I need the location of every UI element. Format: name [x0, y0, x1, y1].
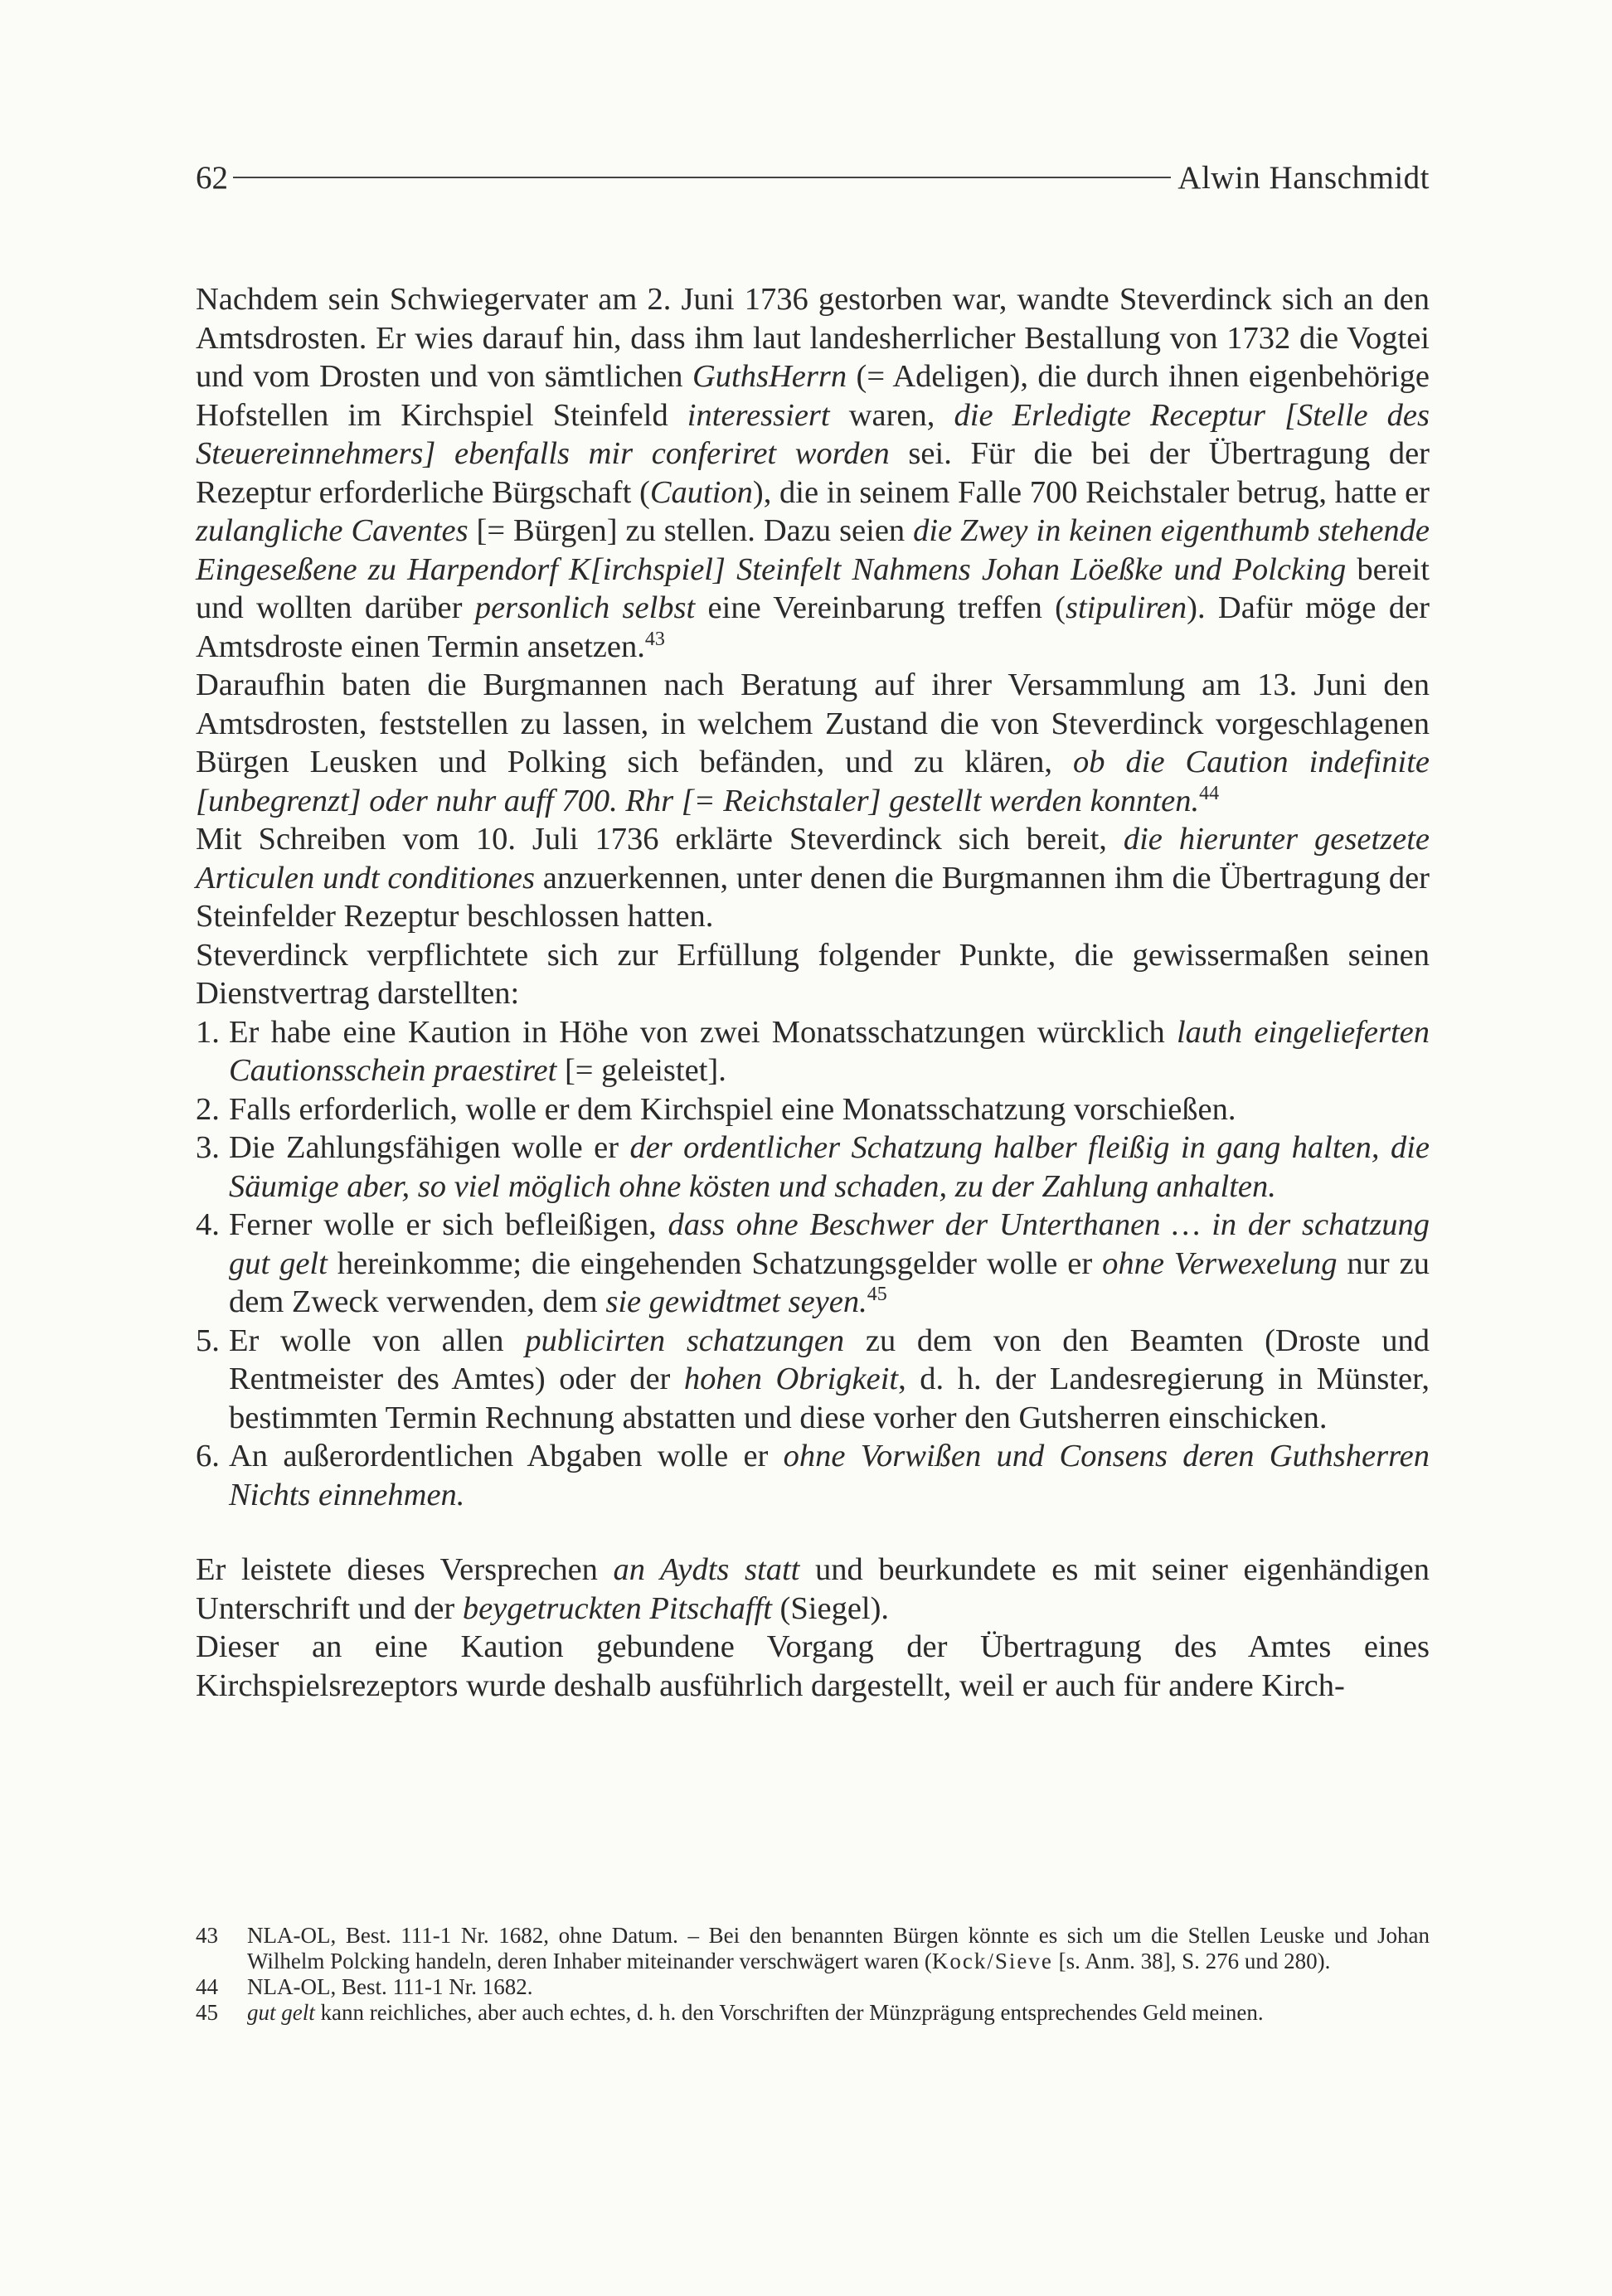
list-item — [196, 1129, 1430, 1206]
running-author: Alwin Hanschmidt — [1177, 160, 1430, 196]
obligations-list — [196, 1013, 1430, 1515]
text-run: (= Adeligen), die durch ihnen eigenbehörige Hofstellen im Kirchspiel Steinfeld — [196, 359, 1430, 433]
paragraph — [196, 666, 1430, 820]
header-rule — [233, 177, 1171, 178]
italic-quote: GuthsHerrn — [692, 359, 847, 394]
footnote-number: 43 — [196, 1923, 218, 1948]
paragraph — [196, 1551, 1430, 1628]
text-run: ), die in seinem Falle 700 Reichstaler betrug, hatte er — [752, 474, 1430, 510]
text-run: [s. Anm. 38], S. 276 und 280). — [1052, 1949, 1331, 1973]
footnote — [196, 2000, 1430, 2026]
paragraph — [196, 1628, 1430, 1705]
text-run: kann reichliches, aber auch echtes, d. h. den Vorschriften der Münzprägung entsprechendes Geld meinen. — [314, 2000, 1264, 2025]
list-item — [196, 1206, 1430, 1322]
italic-quote: ohne Vorwißen und Consens deren Guthsherren Nichts einnehmen. — [229, 1439, 1430, 1512]
text-run: zu dem von den Beamten (Droste und Rentmeister des Amtes) oder der — [229, 1323, 1430, 1396]
text-run: An außerordentlichen Abgaben wolle er — [229, 1439, 784, 1473]
italic-quote: personlich selbst — [474, 590, 696, 625]
paragraph-gap — [196, 1514, 1430, 1551]
italic-quote: dass ohne Beschwer der Unterthanen … in der schatzung gut gelt — [229, 1207, 1430, 1281]
text-run: und beurkundete es mit seiner eigenhändigen Unterschrift und der — [196, 1552, 1430, 1626]
list-number: 2. — [196, 1091, 220, 1127]
footnote-text — [247, 1923, 1430, 1974]
paragraph — [196, 936, 1430, 1013]
italic-quote: die Erledigte Receptur [Stelle des Steuereinnehmers] ebenfalls mir conferiret worden — [196, 397, 1430, 471]
text-run: NLA-OL, Best. 111-1 Nr. 1682, ohne Datum. – Bei den benannten Bürgen könnte es sich um die Stellen Leuske und Johan Wilhelm Polcking handeln, deren Inhaber miteinander verschwägert waren ( — [247, 1923, 1430, 1973]
italic-quote: die Zwey in keinen eigenthumb stehende Eingeseßene zu Harpendorf K[irchspiel] Steinfelt Nahmens Johan Löeßke und Polcking — [196, 513, 1430, 587]
text-run: Er habe eine Kaution in Höhe von zwei Monatsschatzungen würcklich — [229, 1014, 1177, 1050]
text-run: (Siegel). — [771, 1590, 890, 1626]
italic-quote: stipuliren — [1065, 590, 1187, 625]
text-run: eine Vereinbarung treffen ( — [695, 590, 1066, 625]
text-run: Daraufhin baten die Burgmannen nach Beratung auf ihrer Versammlung am 13. Juni den Amtsdrosten, feststellen zu lassen, in welchem Zustand die von Steverdinck vorgeschlagenen Bürgen Leusken und Polking sich befänden, und zu klären, — [196, 667, 1430, 779]
list-number: 6. — [196, 1439, 220, 1473]
italic-quote: die hierunter gesetzete Articulen undt conditiones — [196, 822, 1430, 896]
text-run: Mit Schreiben vom 10. Juli 1736 erklärte Steverdinck sich bereit, — [196, 822, 1124, 857]
text-run: Steverdinck verpflichtete sich zur Erfüllung folgender Punkte, die gewissermaßen seinen Dienstvertrag darstellten: — [196, 937, 1430, 1011]
list-number: 4. — [196, 1207, 220, 1242]
italic-quote: der ordentlicher Schatzung halber fleißig in gang halten, die Säumige aber, so viel möglich ohne kösten und schaden, zu der Zahlung anhalten. — [229, 1130, 1430, 1204]
text-run: Dieser an eine Kaution gebundene Vorgang der Übertragung des Amtes eines Kirchspielsrezeptors wurde deshalb ausführlich dargestellt, weil er auch für andere Kirch- — [196, 1629, 1430, 1703]
list-text — [229, 1090, 1430, 1129]
italic-quote: Caution — [649, 474, 753, 510]
text-run: Er leistete dieses Versprechen — [196, 1552, 614, 1587]
text-run: Die Zahlungsfähigen wolle er — [229, 1130, 630, 1165]
footnote — [196, 1923, 1430, 1974]
italic-quote: sie gewidtmet seyen. — [605, 1284, 867, 1319]
text-run: anzuerkennen, unter denen die Burgmannen ihm die Übertragung der Steinfelder Rezeptur beschlossen hatten. — [196, 860, 1430, 934]
footnote-ref: 45 — [867, 1284, 887, 1305]
text-run: waren, — [829, 397, 954, 433]
list-text — [229, 1013, 1430, 1090]
text-run: sei. Für die bei der Übertragung der Rezeptur erforderliche Bürgschaft ( — [196, 436, 1430, 510]
list-number: 3. — [196, 1130, 220, 1165]
italic-quote: beygetruckten Pitschafft — [462, 1590, 772, 1626]
spaced-author: Kock/Sieve — [931, 1949, 1053, 1973]
text-run: Ferner wolle er sich befleißigen, — [229, 1207, 668, 1242]
list-item — [196, 1090, 1430, 1129]
italic-quote: lauth eingelieferten Cautionsschein praestiret — [229, 1014, 1430, 1088]
italic-quote: publicirten schatzungen — [525, 1323, 845, 1358]
list-number: 1. — [196, 1014, 220, 1050]
footnote-text — [247, 2000, 1430, 2026]
footnote-number: 44 — [196, 1974, 218, 1999]
footnote-number: 45 — [196, 2000, 218, 2025]
paragraph — [196, 820, 1430, 936]
footnote-text — [247, 1974, 1430, 2000]
text-run: Nachdem sein Schwiegervater am 2. Juni 1736 gestorben war, wandte Steverdinck sich an den Amtsdrosten. Er wies darauf hin, dass ihm laut landesherrlicher Bestallung von 1732 die Vogtei und vom Drosten und von sämtlichen — [196, 282, 1430, 394]
footnotes — [196, 1923, 1430, 2026]
italic-quote: an Aydts statt — [613, 1552, 800, 1587]
text-run: bereit und wollten darüber — [196, 551, 1430, 625]
text-run: Falls erforderlich, wolle er dem Kirchspiel eine Monatsschatzung vorschießen. — [229, 1091, 1236, 1127]
italic-quote: ob die Caution indefinite [unbegrenzt] oder nuhr auff 700. Rhr [= Reichstaler] gestellt werden konnten. — [196, 745, 1430, 818]
text-run: NLA-OL, Best. 111-1 Nr. 1682. — [247, 1974, 533, 1999]
footnote-ref: 43 — [644, 628, 665, 650]
list-text — [229, 1437, 1430, 1514]
text-run: [= Bürgen] zu stellen. Dazu seien — [468, 513, 914, 548]
page-number: 62 — [196, 160, 228, 196]
text-run: , d. h. der Landesregierung in Münster, bestimmten Termin Rechnung abstatten und diese vorher den Gutsherren einschicken. — [229, 1362, 1430, 1435]
body-text — [196, 280, 1430, 1705]
list-text — [229, 1206, 1430, 1322]
footnote-ref: 44 — [1199, 782, 1220, 804]
text-run: Er wolle von allen — [229, 1323, 526, 1358]
text-run: ). Dafür möge der Amtsdroste einen Termin ansetzen. — [196, 590, 1430, 664]
italic-quote: hohen Obrigkeit — [683, 1362, 899, 1396]
list-text — [229, 1129, 1430, 1206]
list-item — [196, 1322, 1430, 1438]
list-number: 5. — [196, 1323, 220, 1358]
list-item — [196, 1437, 1430, 1514]
footnote — [196, 1974, 1430, 2000]
italic-quote: ohne Verwexelung — [1102, 1245, 1338, 1281]
paragraph — [196, 280, 1430, 666]
italic-quote: gut gelt — [247, 2000, 315, 2025]
italic-quote: interessiert — [687, 397, 830, 433]
list-item — [196, 1013, 1430, 1090]
text-run: nur zu dem Zweck verwenden, dem — [229, 1245, 1430, 1319]
text-run: [= geleistet]. — [556, 1053, 726, 1088]
list-text — [229, 1322, 1430, 1438]
italic-quote: zulangliche Caventes — [196, 513, 469, 548]
text-run: hereinkomme; die eingehenden Schatzungsgelder wolle er — [327, 1245, 1103, 1281]
running-header — [196, 159, 1430, 197]
